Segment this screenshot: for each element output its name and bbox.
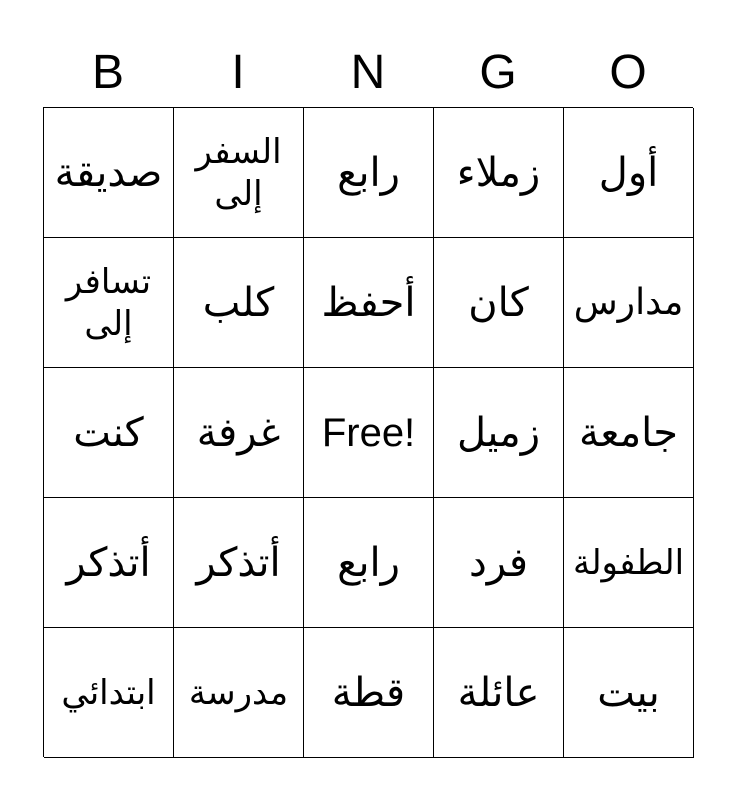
cell-word: بيت xyxy=(597,669,660,716)
cell-word: زملاء xyxy=(456,149,541,196)
bingo-grid xyxy=(43,107,693,757)
bingo-cell[interactable] xyxy=(434,368,564,498)
cell-word: كان xyxy=(468,279,529,326)
bingo-cell[interactable] xyxy=(174,628,304,758)
bingo-cell[interactable] xyxy=(44,368,174,498)
bingo-cell[interactable] xyxy=(304,108,434,238)
bingo-cell[interactable] xyxy=(174,108,304,238)
cell-word: الطفولة xyxy=(572,542,685,583)
bingo-cell[interactable] xyxy=(174,498,304,628)
cell-word: رابع xyxy=(337,539,400,586)
bingo-cell[interactable] xyxy=(564,628,694,758)
cell-word: أول xyxy=(598,149,659,196)
free-space-label: Free! xyxy=(321,410,416,455)
bingo-cell[interactable] xyxy=(44,498,174,628)
bingo-cell[interactable] xyxy=(304,238,434,368)
cell-word: أحفظ xyxy=(321,279,416,326)
cell-word: زميل xyxy=(456,409,541,456)
bingo-cell[interactable] xyxy=(434,238,564,368)
free-space-cell[interactable] xyxy=(304,368,434,498)
cell-word: أتذكر xyxy=(66,539,151,586)
cell-word: كلب xyxy=(202,279,275,326)
cell-word: رابع xyxy=(337,149,400,196)
bingo-header xyxy=(43,40,693,106)
bingo-cell[interactable] xyxy=(44,238,174,368)
bingo-cell[interactable] xyxy=(564,368,694,498)
cell-word: عائلة xyxy=(457,669,540,716)
header-letter-g: G xyxy=(479,46,517,99)
cell-word: صديقة xyxy=(54,149,163,196)
cell-word: مدرسة xyxy=(188,672,289,713)
cell-word: غرفة xyxy=(196,409,281,456)
bingo-cell[interactable] xyxy=(44,628,174,758)
cell-word: تسافر إلى xyxy=(65,261,152,344)
bingo-cell[interactable] xyxy=(564,108,694,238)
bingo-cell[interactable] xyxy=(434,108,564,238)
header-letter-o: O xyxy=(609,46,647,99)
header-letter-b: B xyxy=(91,46,124,99)
header-letter-i: I xyxy=(231,46,245,99)
cell-word: السفر إلى xyxy=(195,131,282,214)
cell-word: كنت xyxy=(73,409,144,456)
cell-word: ابتدائي xyxy=(61,672,156,713)
bingo-cell[interactable] xyxy=(564,238,694,368)
header-letter-n: N xyxy=(350,46,386,99)
cell-word: جامعة xyxy=(578,409,679,456)
bingo-cell[interactable] xyxy=(304,628,434,758)
cell-word: قطة xyxy=(331,669,406,716)
bingo-cell[interactable] xyxy=(44,108,174,238)
bingo-cell[interactable] xyxy=(434,628,564,758)
bingo-cell[interactable] xyxy=(434,498,564,628)
cell-word: مدارس xyxy=(573,281,684,323)
bingo-cell[interactable] xyxy=(174,238,304,368)
cell-word: فرد xyxy=(468,539,528,586)
cell-word: أتذكر xyxy=(196,539,281,586)
bingo-cell[interactable] xyxy=(304,498,434,628)
bingo-cell[interactable] xyxy=(564,498,694,628)
bingo-cell[interactable] xyxy=(174,368,304,498)
